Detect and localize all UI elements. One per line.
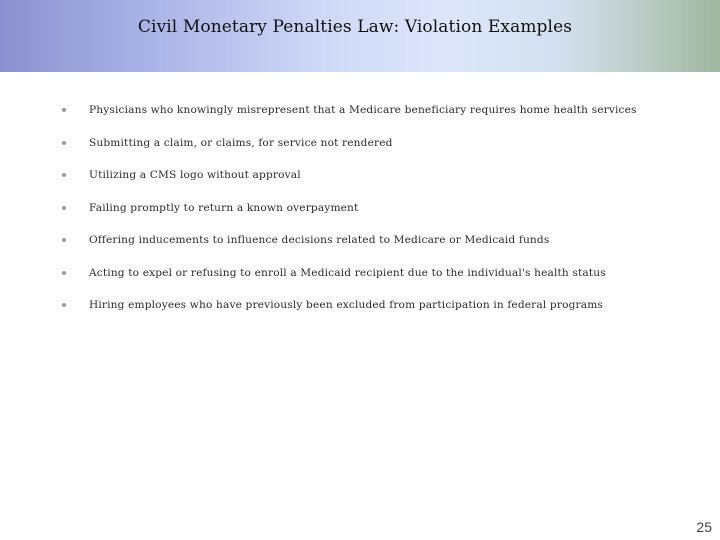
- bullet-item: [0, 161, 700, 194]
- title-bar: [0, 0, 720, 72]
- bullet-item: [0, 259, 700, 292]
- bullet-icon: [62, 238, 66, 242]
- bullet-icon: [62, 173, 66, 177]
- bullet-text: Acting to expel or refusing to enroll a Medicaid recipient due to the individual's health status: [89, 266, 606, 279]
- bullet-icon: [62, 141, 66, 145]
- bullet-item: [0, 226, 700, 259]
- bullet-item: [0, 96, 700, 129]
- slide-title: Civil Monetary Penalties Law: Violation Examples: [137, 17, 573, 37]
- bullet-item: [0, 129, 700, 162]
- bullet-icon: [62, 303, 66, 307]
- bullet-list: [0, 96, 700, 324]
- bullet-text: Offering inducements to influence decisions related to Medicare or Medicaid funds: [89, 234, 550, 246]
- page-number: 25: [696, 519, 712, 535]
- bullet-text: Failing promptly to return a known overpayment: [89, 201, 359, 214]
- bullet-item: [0, 194, 700, 227]
- bullet-text: Physicians who knowingly misrepresent that a Medicare beneficiary requires home health services: [89, 104, 637, 116]
- bullet-item: [0, 291, 700, 324]
- bullet-text: Utilizing a CMS logo without approval: [89, 169, 301, 181]
- bullet-text: Submitting a claim, or claims, for service not rendered: [89, 136, 393, 149]
- bullet-text: Hiring employees who have previously been excluded from participation in federal programs: [89, 299, 603, 311]
- bullet-icon: [62, 206, 66, 210]
- bullet-icon: [62, 108, 66, 112]
- bullet-icon: [62, 271, 66, 275]
